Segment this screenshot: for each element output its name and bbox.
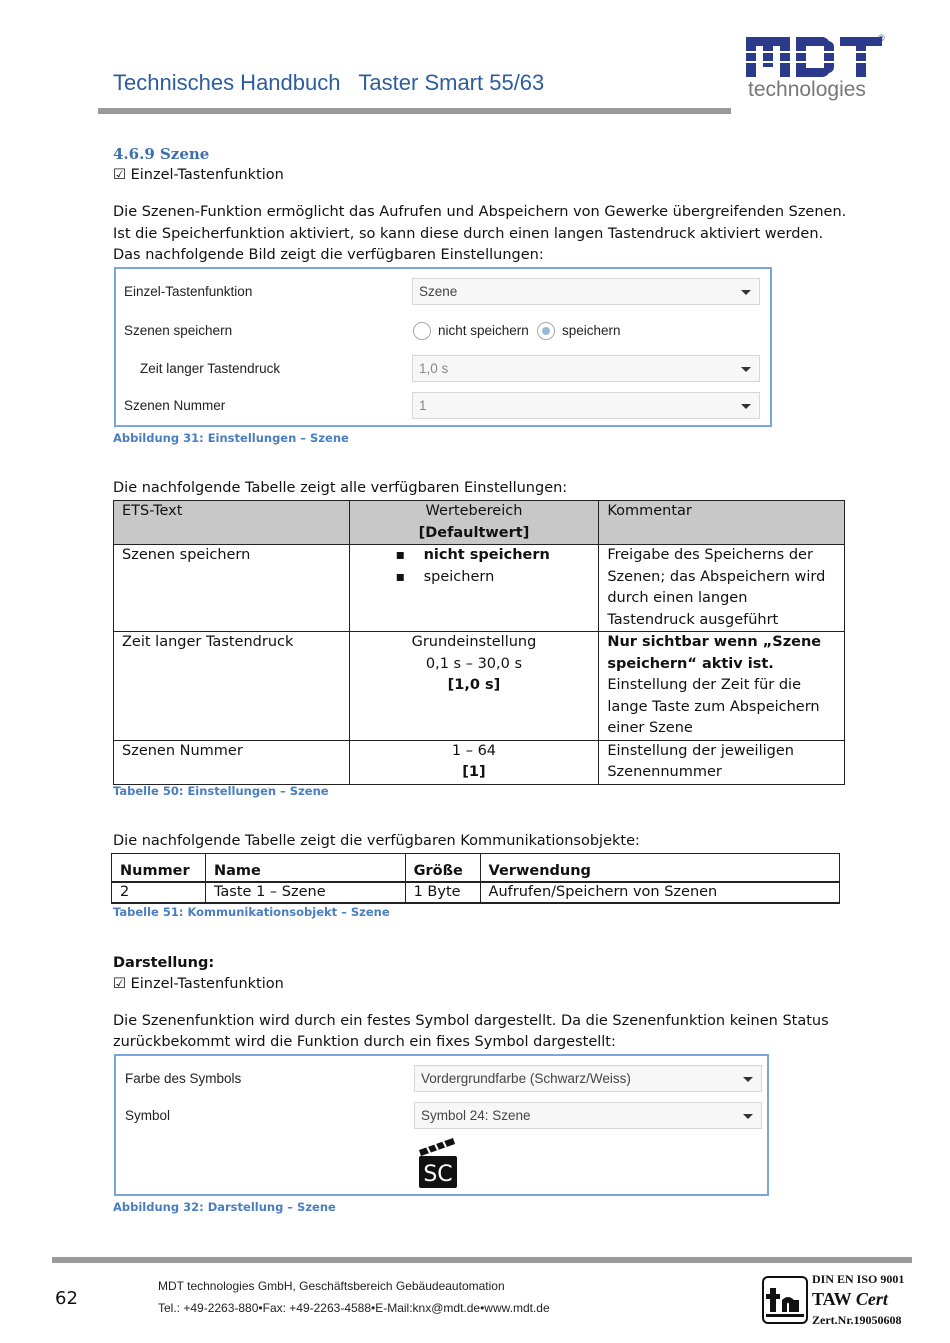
table1-intro: Die nachfolgende Tabelle zeigt alle verfügbaren Einstellungen: [113,480,568,496]
registered-mark: ® [878,33,885,43]
cert-taw-line [812,1289,888,1310]
svg-text:SC: SC [423,1162,453,1187]
dropdown-value: Vordergrundfarbe (Schwarz/Weiss) [421,1071,631,1086]
checkbox-label-einzel-2: ☑ Einzel-Tastenfunktion [113,976,284,992]
comment-line: einer Szene [607,720,693,736]
comment-line: Einstellung der Zeit für die [607,677,802,693]
table-caption-51: Tabelle 51: Kommunikationsobjekt – Szene [113,905,390,919]
radio-speichern[interactable] [537,322,555,340]
cell-ets-text: Zeit langer Tastendruck [114,632,350,741]
cell-range [349,740,599,784]
figure-caption-31: Abbildung 31: Einstellungen – Szene [113,431,349,445]
display-title: Darstellung: [113,955,215,971]
header-divider [98,108,731,114]
page-number: 62 [55,1288,78,1309]
mdt-logo-mark [746,35,882,79]
document-header-title: Technisches Handbuch Taster Smart 55/63 [113,70,545,95]
header-name: Name [205,854,405,882]
header-defaultwert-label: [Defaultwert] [418,524,530,541]
figure-caption-32: Abbildung 32: Darstellung – Szene [113,1200,336,1214]
cert-taw-text: TAW [812,1289,852,1309]
comment-line: Tastendruck ausgeführt [607,611,779,628]
dropdown-value: 1,0 s [419,361,449,376]
chevron-down-icon [743,1114,753,1119]
chevron-down-icon [743,1077,753,1082]
cell-name: Taste 1 – Szene [205,882,405,903]
table-header-row [114,501,845,545]
checkbox-label-einzel: ☑ Einzel-Tastenfunktion [113,167,284,183]
dropdown-value: Symbol 24: Szene [421,1108,531,1123]
cell-nummer: 2 [112,882,206,903]
range-line: 1 – 64 [451,742,497,759]
cell-ets-text: Szenen speichern [114,545,350,632]
header-kommentar: Kommentar [599,501,845,545]
taw-cert-logo [762,1276,808,1324]
header-groesse: Größe [405,854,480,882]
dropdown-value: 1 [419,398,427,413]
mdt-logo [744,33,894,108]
farbe-des-symbols-dropdown[interactable] [414,1065,762,1092]
range-default: [1] [462,764,486,780]
cert-number-line: Zert.Nr.19050608 [812,1313,902,1327]
ets-label-zeit-langer-tastendruck: Zeit langer Tastendruck [140,361,281,376]
ets-display-screenshot [114,1054,769,1196]
cell-range [349,632,599,741]
radio-label-speichern: speichern [562,323,621,338]
cell-ets-text: Szenen Nummer [114,740,350,784]
radio-nicht-speichern[interactable] [413,322,431,340]
intro-line-2: Ist die Speicherfunktion aktiviert, so kann diese durch einen langen Tastendruck aktiviert werden. [113,226,824,242]
cert-iso-line: DIN EN ISO 9001 [812,1272,905,1286]
ets-label-szenen-speichern: Szenen speichern [124,323,233,338]
cell-range [349,545,599,632]
header-nummer: Nummer [112,854,206,882]
symbol-dropdown[interactable] [414,1102,762,1129]
section-title: 4.6.9 Szene [113,145,210,163]
table-caption-50: Tabelle 50: Einstellungen – Szene [113,784,329,798]
ets-label-einzel-tastenfunktion: Einzel-Tastenfunktion [124,284,253,299]
footer-company: MDT technologies GmbH, Geschäftsbereich Gebäudeautomation [158,1279,505,1293]
einzel-tastenfunktion-dropdown[interactable] [412,278,760,305]
table-row [114,740,845,784]
logo-subtext: technologies [748,78,866,101]
dropdown-value: Szene [419,284,458,299]
chevron-down-icon [741,290,751,295]
comment-line: Einstellung der jeweiligen [607,742,794,759]
radio-label-nicht-speichern: nicht speichern [438,323,529,338]
table-row [114,545,845,632]
header-wertebereich [349,501,599,545]
comment-line-bold: Nur sichtbar wenn „Szene [607,634,822,650]
footer-divider [52,1257,912,1263]
zeit-langer-tastendruck-dropdown[interactable] [412,355,760,382]
header-wertebereich-label: Wertebereich [425,503,523,519]
cell-comment [599,632,845,741]
range-line: Grundeinstellung [411,634,537,650]
footer-contact: Tel.: +49-2263-880•Fax: +49-2263-4588•E-Mail:knx@mdt.de•www.mdt.de [158,1301,550,1315]
range-default: [1,0 s] [447,677,501,693]
communication-objects-table [111,853,840,904]
table2-intro: Die nachfolgende Tabelle zeigt die verfügbaren Kommunikationsobjekte: [113,833,640,849]
option-speichern: ▪ speichern [358,567,591,589]
header-ets-text: ETS-Text [114,501,350,545]
intro-line-1: Die Szenen-Funktion ermöglicht das Aufrufen und Abspeichern von Gewerke übergreifenden Szenen. [113,204,847,220]
comment-line: Szenennummer [607,764,722,780]
display-text-line-2: zurückbekommt wird die Funktion durch ein fixes Symbol dargestellt: [113,1034,616,1050]
option-nicht-speichern: ▪ nicht speichern [358,545,591,567]
szenen-nummer-dropdown[interactable] [412,392,760,419]
comment-line: Szenen; das Abspeichern wird [607,568,826,585]
ets-label-farbe-des-symbols: Farbe des Symbols [125,1071,242,1086]
table-row [112,882,840,903]
cell-verwendung: Aufrufen/Speichern von Szenen [480,882,839,903]
chevron-down-icon [741,367,751,372]
range-line: 0,1 s – 30,0 s [425,655,523,672]
comment-line: lange Taste zum Abspeichern [607,698,820,715]
table-header-row [112,854,840,882]
cell-comment [599,545,845,632]
comment-line: Freigabe des Speicherns der [607,547,813,563]
cert-cert-text: Cert [855,1289,888,1309]
intro-line-3: Das nachfolgende Bild zeigt die verfügbaren Einstellungen: [113,247,544,263]
settings-table [113,500,845,785]
scene-clapper-icon [417,1136,459,1190]
comment-line: durch einen langen [607,590,748,606]
display-text-line-1: Die Szenenfunktion wird durch ein festes Symbol dargestellt. Da die Szenenfunktion keinen Status [113,1013,829,1029]
comment-line-bold: speichern“ aktiv ist. [607,655,774,672]
chevron-down-icon [741,404,751,409]
ets-label-symbol: Symbol [125,1108,171,1123]
ets-settings-screenshot [114,267,772,427]
table-row [114,632,845,741]
ets-label-szenen-nummer: Szenen Nummer [124,398,226,413]
cell-groesse: 1 Byte [405,882,480,903]
header-verwendung: Verwendung [480,854,839,882]
cell-comment [599,740,845,784]
